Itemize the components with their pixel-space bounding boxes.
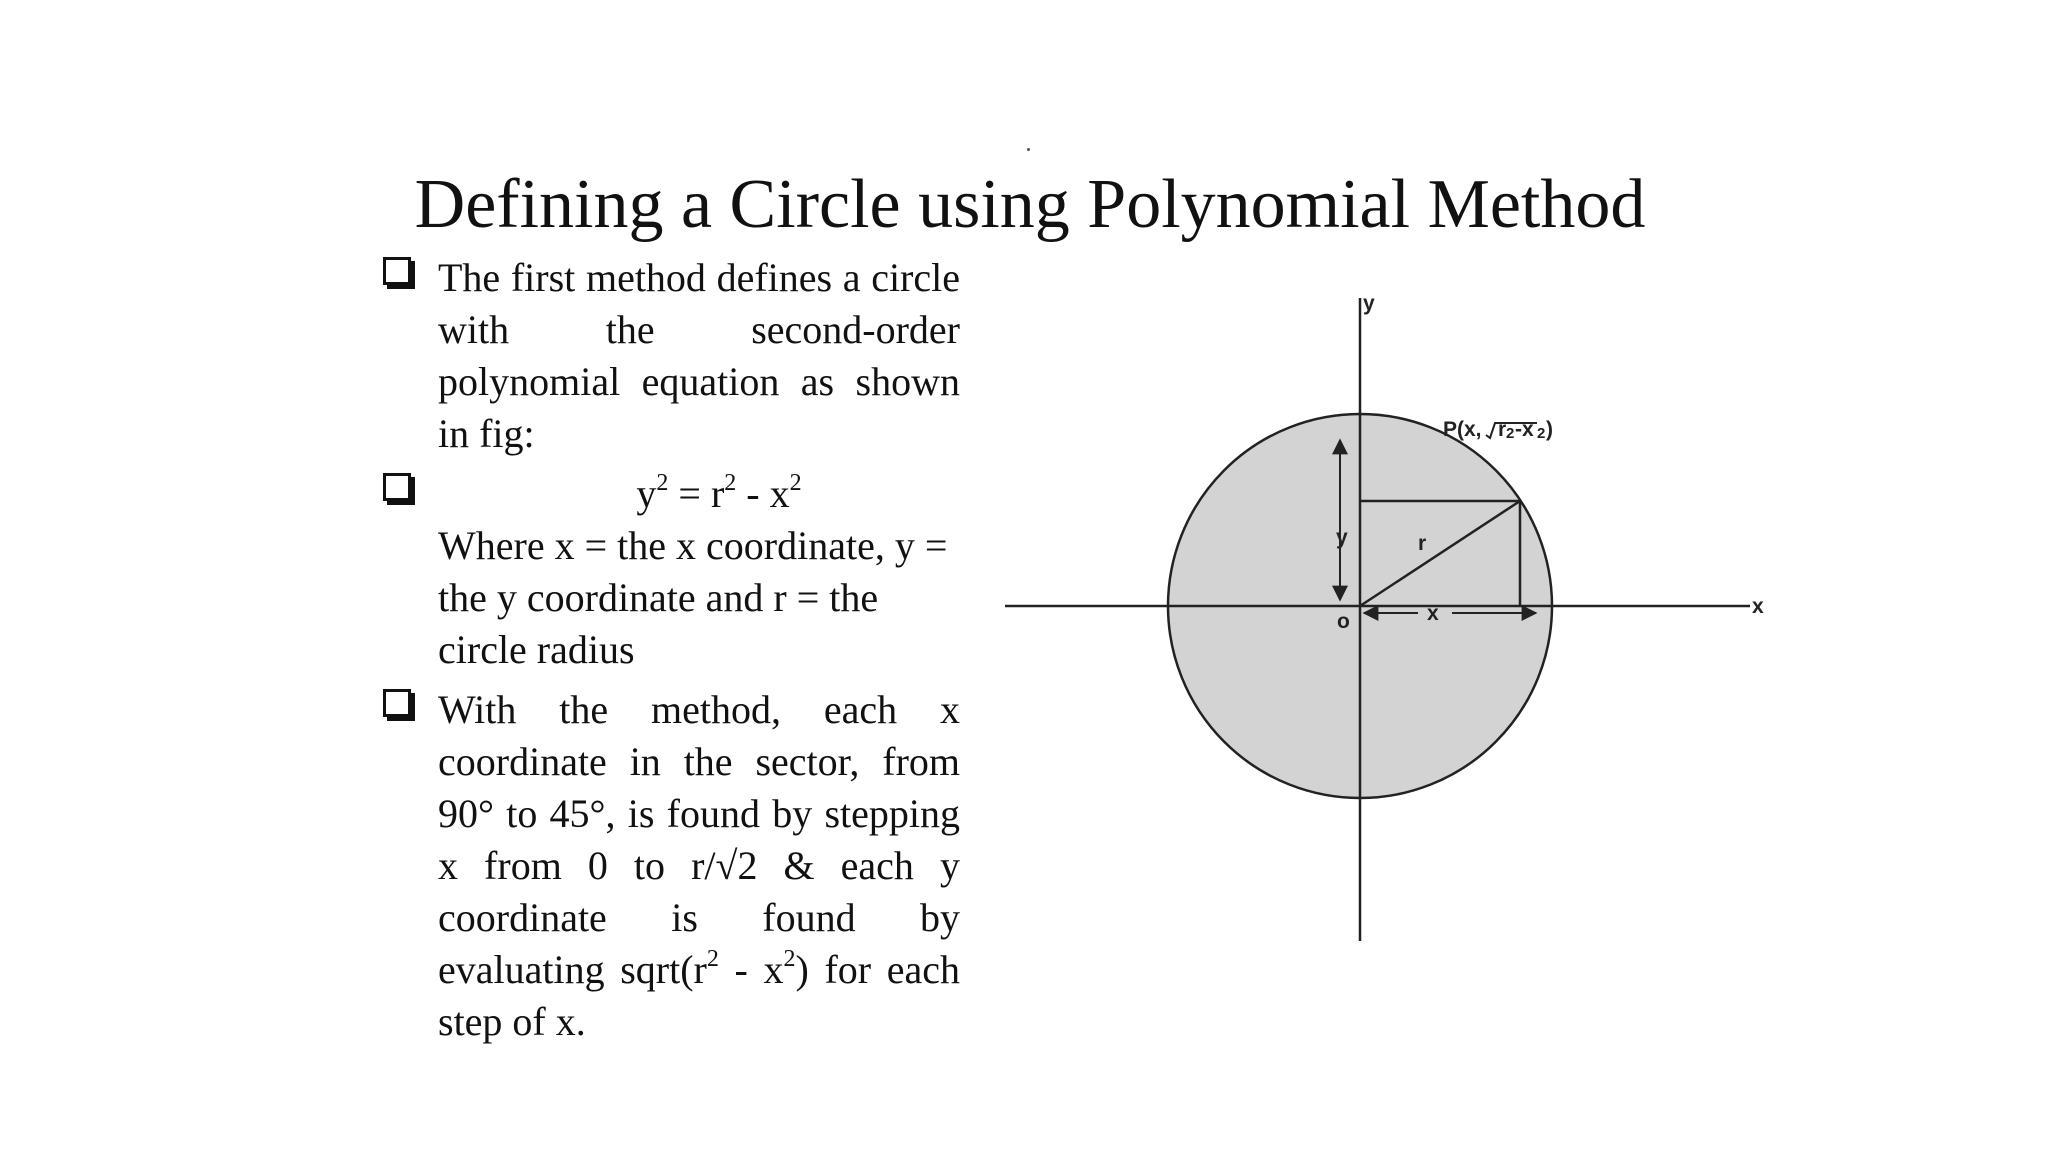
stray-dot xyxy=(1027,148,1030,151)
svg-text:2: 2 xyxy=(1506,425,1515,442)
inner-y-label: y xyxy=(1336,526,1348,549)
inner-x-label: x xyxy=(1427,602,1439,625)
checkbox-bullet-icon xyxy=(383,473,411,501)
point-p-label xyxy=(1443,418,1553,442)
radius-label: r xyxy=(1418,532,1427,555)
bullet-item-1 xyxy=(380,252,960,460)
checkbox-bullet-icon xyxy=(383,689,411,717)
svg-text:2: 2 xyxy=(1537,425,1546,442)
checkbox-bullet-icon xyxy=(383,257,411,285)
svg-text:-x: -x xyxy=(1515,418,1534,441)
svg-text:P(x,: P(x, xyxy=(1443,418,1482,441)
bullet-1-text: The first method defines a circle with the second-order polynomial equation as shown in fig: xyxy=(438,255,960,456)
origin-label: o xyxy=(1337,610,1350,633)
circle-diagram xyxy=(990,286,1780,956)
slide-title: Defining a Circle using Polynomial Method xyxy=(414,166,1646,243)
y-axis-label: y xyxy=(1363,292,1375,315)
svg-text:): ) xyxy=(1546,418,1553,441)
bullet-item-2 xyxy=(380,468,960,676)
circle-equation: $y^2 = r^2 - x^2$ xyxy=(636,470,802,516)
svg-text:r: r xyxy=(1498,418,1507,441)
bullet-item-3 xyxy=(380,684,960,1048)
bullet-3-text: With the method, each x coordinate in the sector, from 90° to 45°, is found by stepping x from 0 to r/√2 & each y coordinate is found by evaluating $sqrt(r^2 - x^2)$ for each step of x. xyxy=(438,687,960,1044)
x-axis-label: x xyxy=(1752,595,1764,618)
bullet-2-text: Where x = the x coordinate, y = the y coordinate and r = the circle radius xyxy=(438,523,948,672)
bullet-list xyxy=(380,252,960,1048)
